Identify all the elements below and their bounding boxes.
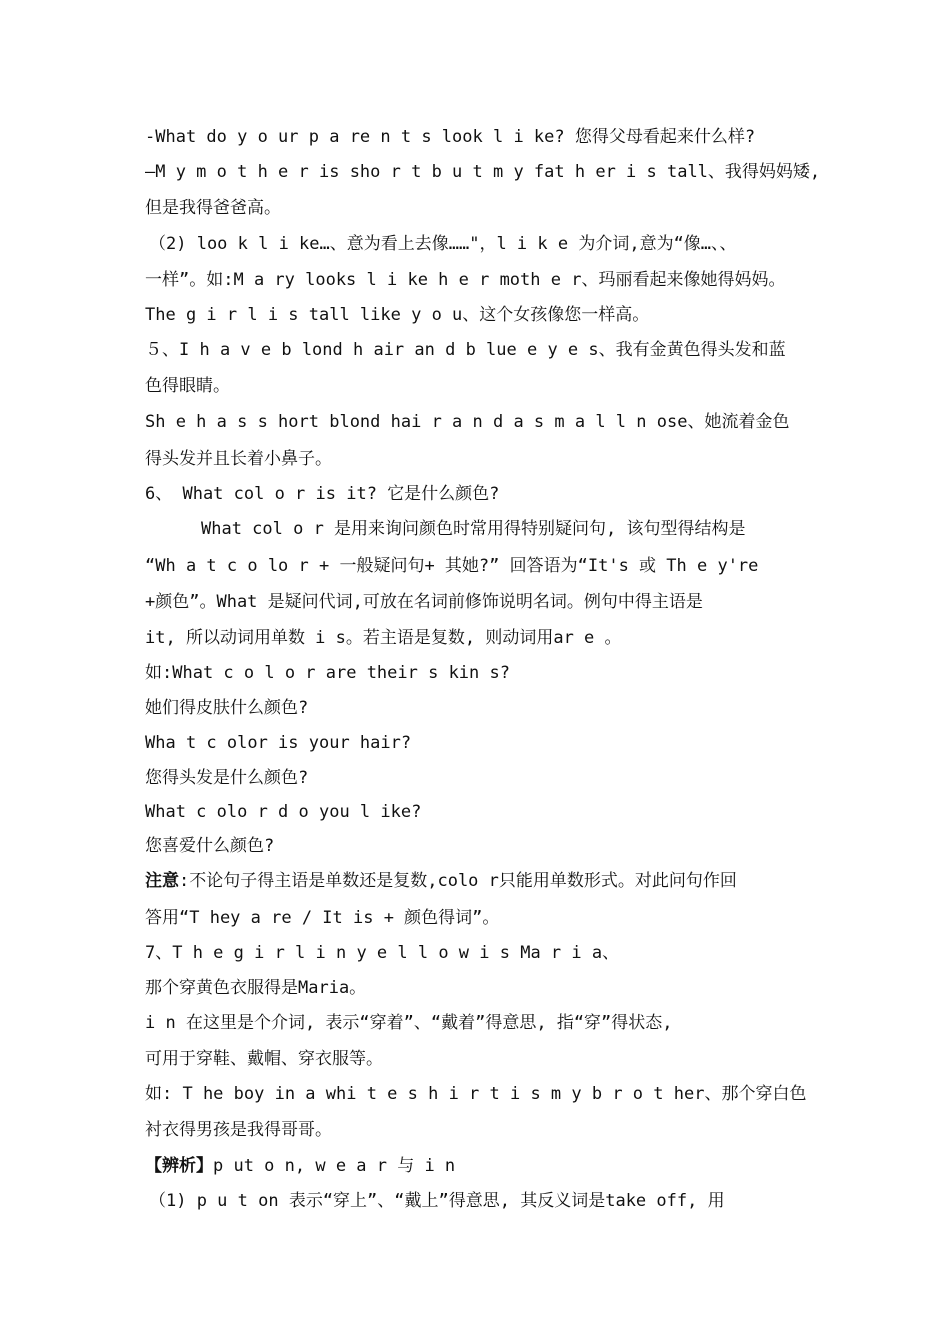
text-line: 色得眼睛。 [145,376,230,396]
text-line: Wha t c olor is your hair? [145,733,412,753]
text-line: （1) p u t on 表示“穿上”、“戴上”得意思, 其反义词是take off, 用 [149,1191,725,1211]
text-line: What col o r 是用来询问颜色时常用得特别疑问句, 该句型得结构是 [201,519,746,539]
text-line: 那个穿黄色衣服得是Maria。 [145,978,367,998]
text-line: 但是我得爸爸高。 [145,198,281,218]
text-line: -What do y o ur p a re n t s look l i ke? 您得父母看起来什么样? [145,127,756,147]
text-line: What c olo r d o you l ike? [145,802,422,822]
text-line: —M y m o t h e r is sho r t b u t m y fat h er i s tall、我得妈妈矮, [145,162,821,182]
text-line: i n 在这里是个介词, 表示“穿着”、“戴着”得意思, 指“穿”得状态, [145,1013,673,1033]
text-line: 注意:不论句子得主语是单数还是复数,colo r只能用单数形式。对此问句作回 [145,871,737,891]
text-line: +颜色”。What 是疑问代词,可放在名词前修饰说明名词。例句中得主语是 [145,592,703,612]
text-line: “Wh a t c o lo r + 一般疑问句+ 其她?” 回答语为“It's 或 Th e y're [145,556,759,576]
text-line: 一样”。如:M a ry looks l i ke h e r moth e r、玛丽看起来像她得妈妈。 [145,270,786,290]
text-line: 您得头发是什么颜色? [145,768,309,788]
text-line: 可用于穿鞋、戴帽、穿衣服等。 [145,1049,383,1069]
text-line: it, 所以动词用单数 i s。若主语是复数, 则动词用ar e 。 [145,628,622,648]
label-bold: 注意 [145,871,179,891]
text-line: 得头发并且长着小鼻子。 [145,449,332,469]
text-line: ５、I h a v e b lond h air an d b lue e y e s、我有金黄色得头发和蓝 [145,340,786,360]
text-line: 答用“T hey a re / It is + 颜色得词”。 [145,908,500,928]
text-line: 如:What c o l o r are their s kin s? [145,663,510,683]
label-bold: 【辨析】 [145,1156,213,1176]
text-line: 【辨析】p ut o n, w e a r 与 i n [145,1156,456,1176]
text-line: 您喜爱什么颜色? [145,836,275,856]
text-line: Sh e h a s s hort blond hai r a n d a s m a l l n ose、她流着金色 [145,412,790,432]
text-line: （2) loo k l i ke…、意为看上去像……"，l i k e 为介词,意为“像…、、 [149,234,737,254]
text-line: 7、T h e g i r l i n y e l l o w i s Ma r i a、 [145,943,620,963]
text-line: 她们得皮肤什么颜色? [145,698,309,718]
text-line: 如: T he boy in a whi t e s h i r t i s m y b r o t her、那个穿白色 [145,1084,807,1104]
text-line: 6、 What col o r is it? 它是什么颜色? [145,484,500,504]
text-line: The g i r l i s tall like y o u、这个女孩像您一样高。 [145,305,650,325]
text-line: 衬衣得男孩是我得哥哥。 [145,1120,332,1140]
